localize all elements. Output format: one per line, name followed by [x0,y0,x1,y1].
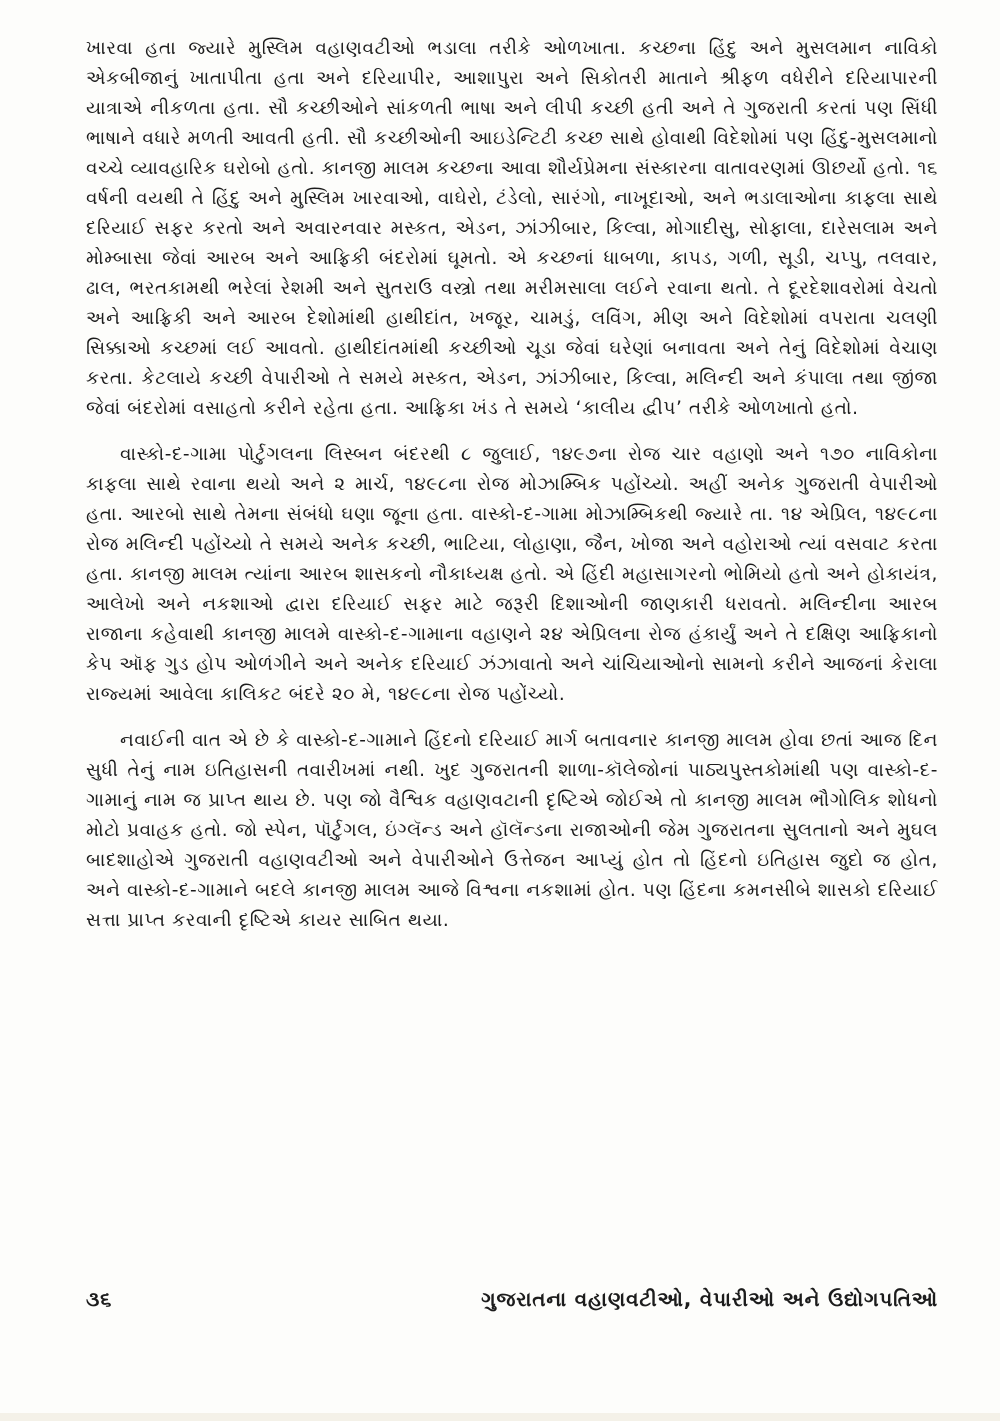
body-text [86,34,938,952]
paragraph-1: ખારવા હતા જ્યારે મુસ્લિમ વહાણવટીઓ ભડાલા તરીકે ઓળખાતા. કચ્છના હિંદુ અને મુસલમાન નાવિકો એકબીજાનું ખાતાપીતા હતા અને દરિયાપીર, આશાપુરા અને સિકોતરી માતાને શ્રીફળ વધેરીને દરિયાપારની યાત્રાએ નીકળતા હતા. સૌ કચ્છીઓને સાંકળતી ભાષા અને લીપી કચ્છી હતી અને તે ગુજરાતી કરતાં પણ સિંધી ભાષાને વધારે મળતી આવતી હતી. સૌ કચ્છીઓની આઇડેન્ટિટી કચ્છ સાથે હોવાથી વિદેશોમાં પણ હિંદુ-મુસલમાનો વચ્ચે વ્યાવહારિક ઘરોબો હતો. કાનજી માલમ કચ્છના આવા શૌર્યપ્રેમના સંસ્કારના વાતાવરણમાં ઊછર્યો હતો. ૧૬ વર્ષની વયથી તે હિંદુ અને મુસ્લિમ ખારવાઓ, વાઘેરો, ટંડેલો, સારંગો, નાખૂદાઓ, અને ભડાલાઓના કાફલા સાથે દરિયાઈ સફર કરતો અને અવારનવાર મસ્કત, એડન, ઝાંઝીબાર, કિલ્વા, મોગાદીસુ, સોફાલા, દારેસલામ અને મોમ્બાસા જેવાં આરબ અને આફ્રિકી બંદરોમાં ઘૂમતો. એ કચ્છનાં ધાબળા, કાપડ, ગળી, સૂડી, ચપ્પુ, તલવાર, ઢાલ, ભરતકામથી ભરેલાં રેશમી અને સુતરાઉ વસ્ત્રો તથા મરીમસાલા લઈને રવાના થતો. તે દૂરદેશાવરોમાં વેચતો અને આફ્રિકી અને આરબ દેશોમાંથી હાથીદાંત, ખજૂર, ચામડું, લવિંગ, મીણ અને વિદેશોમાં વપરાતા ચલણી સિક્કાઓ કચ્છમાં લઈ આવતો. હાથીદાંતમાંથી કચ્છીઓ ચૂડા જેવાં ઘરેણાં બનાવતા અને તેનું વિદેશોમાં વેચાણ કરતા. કેટલાયે કચ્છી વેપારીઓ તે સમયે મસ્કત, એડન, ઝાંઝીબાર, કિલ્વા, મલિન્દી અને કંપાલા તથા જીંજા જેવાં બંદરોમાં વસાહતો કરીને રહેતા હતા. આફ્રિકા ખંડ તે સમયે ‘કાલીય દ્વીપ’ તરીકે ઓળખાતો હતો. [86,38,938,419]
page-footer [86,1287,938,1327]
running-footer-title: ગુજરાતના વહાણવટીઓ, વેપારીઓ અને ઉદ્યોગપતિઓ [481,1287,938,1311]
page-number: ૩૬ [86,1287,113,1311]
paragraph-3: નવાઈની વાત એ છે કે વાસ્કો-દ-ગામાને હિંદનો દરિયાઈ માર્ગ બતાવનાર કાનજી માલમ હોવા છતાં આજ દિન સુધી તેનું નામ ઇતિહાસની તવારીખમાં નથી. ખુદ ગુજરાતની શાળા-કૉલેજોનાં પાઠ્યપુસ્તકોમાંથી પણ વાસ્કો-દ-ગામાનું નામ જ પ્રાપ્ત થાય છે. પણ જો વૈશ્વિક વહાણવટાની દૃષ્ટિએ જોઈએ તો કાનજી માલમ ભૌગોલિક શોધનો મોટો પ્રવાહક હતો. જો સ્પેન, પૉર્ટુગલ, ઇંગ્લૅન્ડ અને હૉલૅન્ડના રાજાઓની જેમ ગુજરાતના સુલતાનો અને મુઘલ બાદશાહોએ ગુજરાતી વહાણવટીઓ અને વેપારીઓને ઉત્તેજન આપ્યું હોત તો હિંદનો ઇતિહાસ જુદો જ હોત, અને વાસ્કો-દ-ગામાને બદલે કાનજી માલમ આજે વિશ્વના નકશામાં હોત. પણ હિંદના કમનસીબે શાસકો દરિયાઈ સત્તા પ્રાપ્ત કરવાની દૃષ્ટિએ કાયર સાબિત થયા. [86,730,938,931]
paragraph-2: વાસ્કો-દ-ગામા પોર્ટુગલના લિસ્બન બંદરથી ૮ જુલાઈ, ૧૪૯૭ના રોજ ચાર વહાણો અને ૧૭૦ નાવિકોના કાફલા સાથે રવાના થયો અને ૨ માર્ચ, ૧૪૯૮ના રોજ મોઝામ્બિક પહોંચ્યો. અહીં અનેક ગુજરાતી વેપારીઓ હતા. આરબો સાથે તેમના સંબંધો ઘણા જૂના હતા. વાસ્કો-દ-ગામા મોઝામ્બિકથી જ્યારે તા. ૧૪ એપ્રિલ, ૧૪૯૮ના રોજ મલિન્દી પહોંચ્યો તે સમયે અનેક કચ્છી, ભાટિયા, લોહાણા, જૈન, ખોજા અને વહોરાઓ ત્યાં વસવાટ કરતા હતા. કાનજી માલમ ત્યાંના આરબ શાસકનો નૌકાધ્યક્ષ હતો. એ હિંદી મહાસાગરનો ભોમિયો હતો અને હોકાયંત્ર, આલેખો અને નકશાઓ દ્વારા દરિયાઈ સફર માટે જરૂરી દિશાઓની જાણકારી ધરાવતો. મલિન્દીના આરબ રાજાના કહેવાથી કાનજી માલમે વાસ્કો-દ-ગામાના વહાણને ૨૪ એપ્રિલના રોજ હંકાર્યું અને તે દક્ષિણ આફ્રિકાનો કેપ ઑફ ગુડ હોપ ઓળંગીને અને અનેક દરિયાઈ ઝંઝાવાતો અને ચાંચિયાઓનો સામનો કરીને આજનાં કેરાલા રાજ્યમાં આવેલા કાલિકટ બંદરે ૨૦ મે, ૧૪૯૮ના રોજ પહોંચ્યો. [86,444,939,705]
page-edge [0,1413,1000,1421]
